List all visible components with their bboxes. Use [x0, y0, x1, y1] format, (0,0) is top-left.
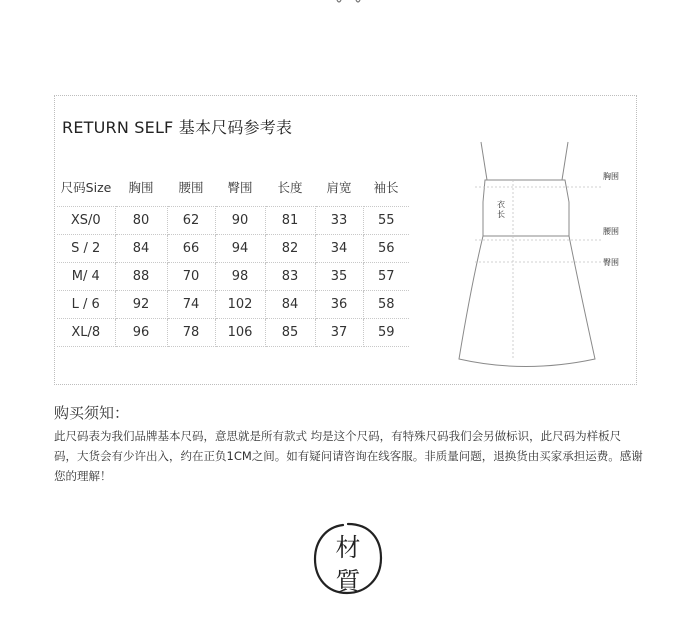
- header-bust: 胸围: [128, 180, 154, 195]
- header-length: 长度: [277, 180, 303, 195]
- notice-title: 购买须知：: [54, 404, 130, 422]
- header-sleeve: 袖长: [373, 180, 399, 195]
- table-cell: 62: [167, 207, 215, 235]
- table-row: [57, 235, 409, 263]
- size-chart-card: [54, 95, 637, 385]
- table-cell: XL/8: [57, 319, 115, 347]
- table-cell: 102: [215, 291, 265, 319]
- table-cell: 96: [115, 319, 167, 347]
- table-cell: S / 2: [57, 235, 115, 263]
- table-cell: M/ 4: [57, 263, 115, 291]
- table-cell: 36: [315, 291, 363, 319]
- table-cell: 56: [363, 235, 409, 263]
- table-cell: 37: [315, 319, 363, 347]
- measure-lines: [475, 180, 603, 360]
- table-row: [57, 319, 409, 347]
- table-row: [57, 291, 409, 319]
- header-shoulder: 肩宽: [326, 180, 352, 195]
- table-cell: 98: [215, 263, 265, 291]
- table-cell: 70: [167, 263, 215, 291]
- label-bust: 胸围: [603, 172, 619, 181]
- table-row: [57, 263, 409, 291]
- material-char-1: 材: [335, 533, 361, 562]
- table-cell: 80: [115, 207, 167, 235]
- size-chart-title: RETURN SELF 基本尺码参考表: [62, 118, 293, 137]
- table-cell: 34: [315, 235, 363, 263]
- size-table-header: [57, 176, 409, 207]
- table-cell: 81: [265, 207, 315, 235]
- label-length-1: 衣: [497, 200, 505, 209]
- table-cell: 83: [265, 263, 315, 291]
- table-cell: 92: [115, 291, 167, 319]
- material-char-2: 質: [335, 567, 361, 596]
- table-cell: 84: [115, 235, 167, 263]
- material-badge: [312, 521, 384, 597]
- label-length-2: 长: [497, 210, 505, 219]
- table-cell: XS/0: [57, 207, 115, 235]
- table-cell: 74: [167, 291, 215, 319]
- table-cell: 106: [215, 319, 265, 347]
- table-cell: 57: [363, 263, 409, 291]
- header-size: 尺码Size: [60, 180, 112, 195]
- header-hip: 臀围: [227, 180, 253, 195]
- header-waist: 腰围: [178, 180, 204, 195]
- table-cell: L / 6: [57, 291, 115, 319]
- label-waist: 腰围: [603, 227, 619, 236]
- table-cell: 66: [167, 235, 215, 263]
- table-cell: 59: [363, 319, 409, 347]
- table-row: [57, 207, 409, 235]
- table-cell: 58: [363, 291, 409, 319]
- dress-diagram: [455, 136, 635, 376]
- table-cell: 94: [215, 235, 265, 263]
- size-table: [57, 176, 409, 347]
- table-cell: 33: [315, 207, 363, 235]
- table-cell: 84: [265, 291, 315, 319]
- table-cell: 85: [265, 319, 315, 347]
- table-cell: 35: [315, 263, 363, 291]
- label-hip: 臀围: [603, 258, 619, 267]
- notice-body: 此尺码表为我们品牌基本尺码，意思就是所有款式 均是这个尺码，有特殊尺码我们会另做标识，此尺码为样板尺码，大货会有少许出入，约在正负1CM之间。如有疑问请咨询在线客服。非质量问题，退换货由买家承担运费。感谢您的理解！: [54, 429, 643, 483]
- table-cell: 82: [265, 235, 315, 263]
- table-cell: 78: [167, 319, 215, 347]
- top-decoration: [329, 0, 369, 6]
- table-cell: 90: [215, 207, 265, 235]
- table-cell: 55: [363, 207, 409, 235]
- table-cell: 88: [115, 263, 167, 291]
- dress-outline: [459, 142, 595, 367]
